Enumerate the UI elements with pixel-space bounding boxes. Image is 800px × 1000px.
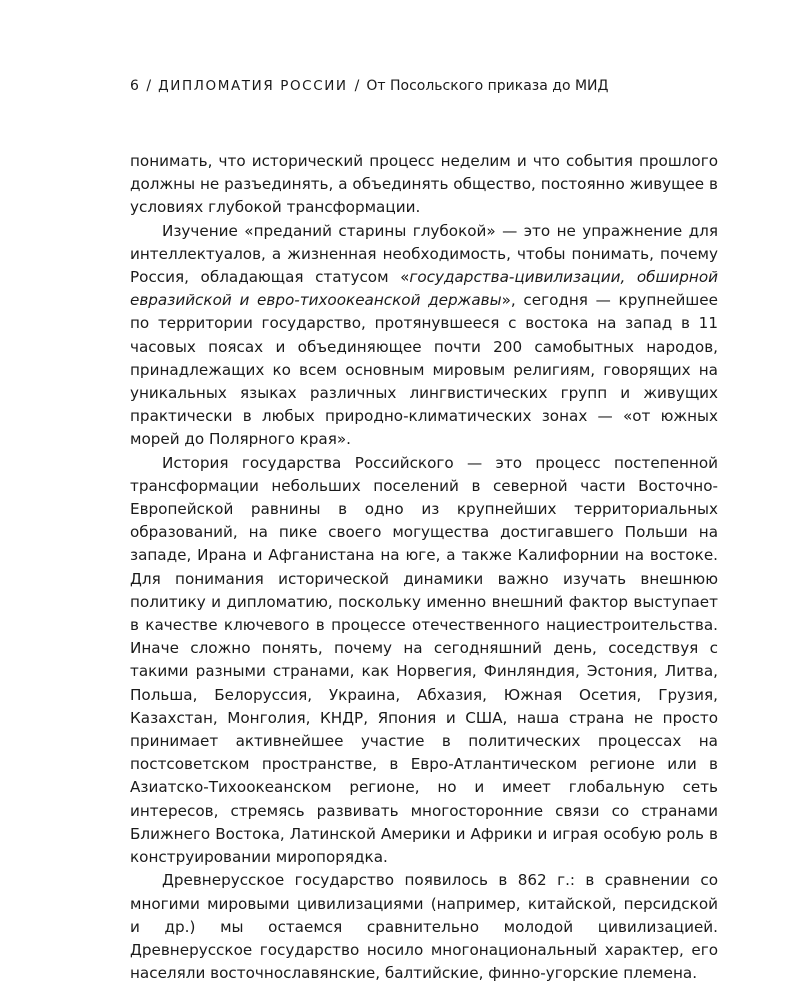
- header-separator: /: [146, 78, 152, 94]
- section-title: От Посольского приказа до МИД: [366, 78, 609, 94]
- paragraph-2-italic-quote: государства-цивилизации, обширной евразийской и евро-тихоокеанской державы: [130, 268, 718, 310]
- paragraph-2: [130, 220, 718, 452]
- body-text: [130, 150, 718, 985]
- page-number: 6: [130, 78, 140, 94]
- paragraph-1: понимать, что исторический процесс неделим и что события прошлого должны не разъединять, а объединять общество, постоянно живущее в условиях глубокой трансформации.: [130, 152, 718, 217]
- paragraph-3: История государства Российского — это процесс постепенной трансформации небольших поселений в северной части Восточно-Европейской равнины в одно из крупнейших территориальных образований, на пике своего могущества достигавшего Польши на западе, Ирана и Афганистана на юге, а также Калифорнии на востоке. Для понимания исторической динамики важно изучать внешнюю политику и дипломатию, поскольку именно внешний фактор выступает в качестве ключевого в процессе отечественного нациестроительства. Иначе сложно понять, почему на сегодняшний день, соседствуя с такими разными странами, как Норвегия, Финляндия, Эстония, Литва, Польша, Белоруссия, Украина, Абхазия, Южная Осетия, Грузия, Казахстан, Монголия, КНДР, Япония и США, наша страна не просто принимает активнейшее участие в политических процессах на постсоветском пространстве, в Евро-Атлантическом регионе или в Азиатско-Тихоокеанском регионе, но и имеет глобальную сеть интересов, стремясь развивать многосторонние связи со странами Ближнего Востока, Латинской Америки и Африки и играя особую роль в конструировании миропорядка.: [130, 453, 718, 867]
- paragraph-2-start: Изучение «преданий старины глубокой» — это не упражнение для интеллектуалов, а жизненная необходимость, чтобы понимать, почему Россия, обладающая статусом «: [130, 221, 718, 287]
- running-header: [130, 76, 730, 96]
- paragraph-2-end: », сегодня — крупнейшее по территории государство, протянувшееся с востока на запад в 11 часовых поясах и объединяющее почти 200 самобытных народов, принадлежащих ко всем основным мировым религиям, говорящих на уникальных языках различных лингвистических групп и живущих практически в любых природно-климатических зонах — «от южных морей до Полярного края».: [130, 291, 718, 449]
- header-separator-2: /: [354, 78, 360, 94]
- book-title: ДИПЛОМАТИЯ РОССИИ: [158, 78, 348, 94]
- paragraph-4: Древнерусское государство появилось в 862 г.: в сравнении со многими мировыми цивилизациями (например, китайской, персидской и др.) мы остаемся сравнительно молодой цивилизацией. Древнерусское государство носило многонациональный характер, его населяли восточнославянские, балтийские, финно-угорские племена.: [130, 871, 718, 983]
